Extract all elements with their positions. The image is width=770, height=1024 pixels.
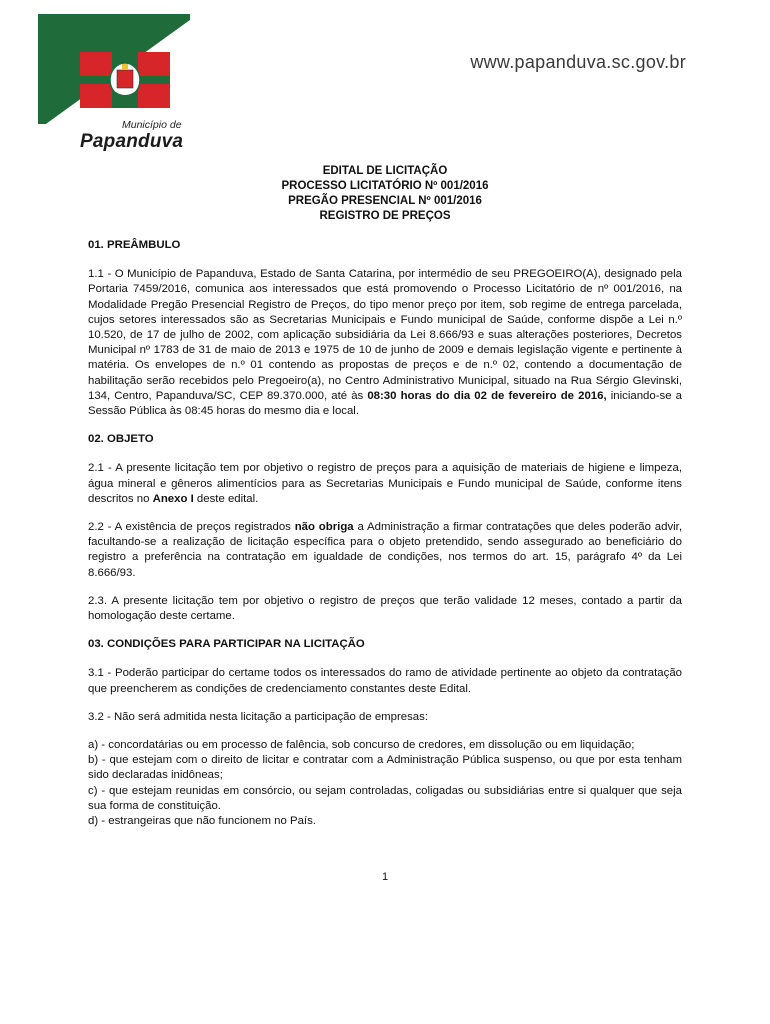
section-2-heading: 02. OBJETO — [88, 433, 154, 446]
paragraph-2-2-text: 2.2 - A existência de preços registrados — [88, 521, 295, 534]
document-body — [88, 238, 682, 829]
paragraph-3-1: 3.1 - Poderão participar do certame todos os interessados do ramo de atividade pertinente ao objeto da contratação que preencherem as condições de credenciamento constantes deste Edital. — [88, 667, 682, 695]
list-item: b) - que estejam com o direito de licitar e contratar com a Administração Pública suspenso, ou que por esta tenham sido declaradas inidôneas; — [88, 754, 682, 782]
municipality-logo — [38, 14, 190, 124]
paragraph-2-3: 2.3. A presente licitação tem por objetivo o registro de preços que terão validade 12 meses, contado a partir da homologação deste certame. — [88, 594, 682, 623]
document-title — [0, 164, 770, 224]
list-item: d) - estrangeiras que não funcionem no País. — [88, 815, 316, 828]
paragraph-2-1-text-end: deste edital. — [193, 492, 259, 505]
exclusion-list — [88, 738, 682, 829]
paragraph-1-1-text: 1.1 - O Município de Papanduva, Estado de Santa Catarina, por intermédio de seu PREGOEIRO(A), designado pela Portaria 7459/2016, comunica aos interessados que está promovendo o Processo Licitatório de nº 001/2016, na Modalidade Pregão Presencial Registro de Preços, do tipo menor preço por item, sob regime de entrega parcelada, cujos setores interessados são as Secretarias Municipais e Fundo municipal de Saúde, conforme dispõe a Lei n.º 10.520, de 17 de julho de 2002, com aplicação subsidiária da Lei 8.666/93 e suas alterações posteriores, Decretos Municipal nº 1783 de 31 de maio de 2013 e 1975 de 10 de junho de 2009 e demais legislação vigente e pertinente à matéria. Os envelopes de n.º 01 contendo as propostas de preços e de n.º 02, contendo a documentação de habilitação serão recebidos pelo Pregoeiro(a), no Centro Administrativo Municipal, situado na Rua Sérgio Glevinski, 134, Centro, Papanduva/SC, CEP 89.370.000, até às — [88, 268, 682, 402]
paragraph-1-1-bold: 08:30 horas do dia 02 de fevereiro de 2016, — [367, 389, 607, 402]
title-line-3: PREGÃO PRESENCIAL Nº 001/2016 — [288, 195, 482, 207]
list-item: c) - que estejam reunidas em consórcio, ou sejam controladas, coligadas ou subsidiárias entre si qualquer que seja sua forma de constituição. — [88, 784, 682, 812]
section-1-heading: 01. PREÂMBULO — [88, 239, 181, 251]
website-url[interactable]: www.papanduva.sc.gov.br — [470, 52, 686, 72]
paragraph-2-1 — [88, 461, 682, 507]
papanduva-flag-logo — [38, 14, 190, 124]
page-number: 1 — [381, 871, 389, 883]
paragraph-1-1 — [88, 267, 682, 419]
title-line-2: PROCESSO LICITATÓRIO Nº 001/2016 — [281, 180, 489, 192]
paragraph-2-2-text-end: a Administração a firmar contratações que deles poderão advir, facultando-se a realização de licitação específica para o objeto pretendido, sendo assegurado ao beneficiário do registro a preferência na contratação em igualdade de condições, nos termos do art. 15, parágrafo 4º da Lei 8.666/93. — [88, 521, 682, 579]
paragraph-2-1-text: 2.1 - A presente licitação tem por objetivo o registro de preços para a aquisição de materiais de higiene e limpeza, água mineral e gêneros alimentícios para as Secretarias Municipais e Fundo municipal de Saúde, conforme itens descritos no — [88, 462, 682, 505]
list-item: a) - concordatárias ou em processo de falência, sob concurso de credores, em dissolução ou em liquidação; — [88, 739, 635, 752]
municipality-label: Município de — [122, 119, 182, 131]
title-line-4: REGISTRO DE PREÇOS — [319, 210, 451, 222]
paragraph-2-1-bold: Anexo I — [152, 492, 194, 505]
section-3-heading: 03. CONDIÇÕES PARA PARTICIPAR NA LICITAÇÃO — [88, 638, 365, 651]
paragraph-3-2: 3.2 - Não será admitida nesta licitação a participação de empresas: — [88, 710, 429, 723]
paragraph-1-1-text-end: iniciando-se a Sessão Pública às 08:45 horas do mesmo dia e local. — [88, 389, 682, 418]
paragraph-2-2-bold: não obriga — [294, 521, 354, 534]
municipality-name: Papanduva — [80, 131, 184, 152]
title-line-1: EDITAL DE LICITAÇÃO — [322, 165, 448, 177]
paragraph-2-2 — [88, 520, 682, 581]
